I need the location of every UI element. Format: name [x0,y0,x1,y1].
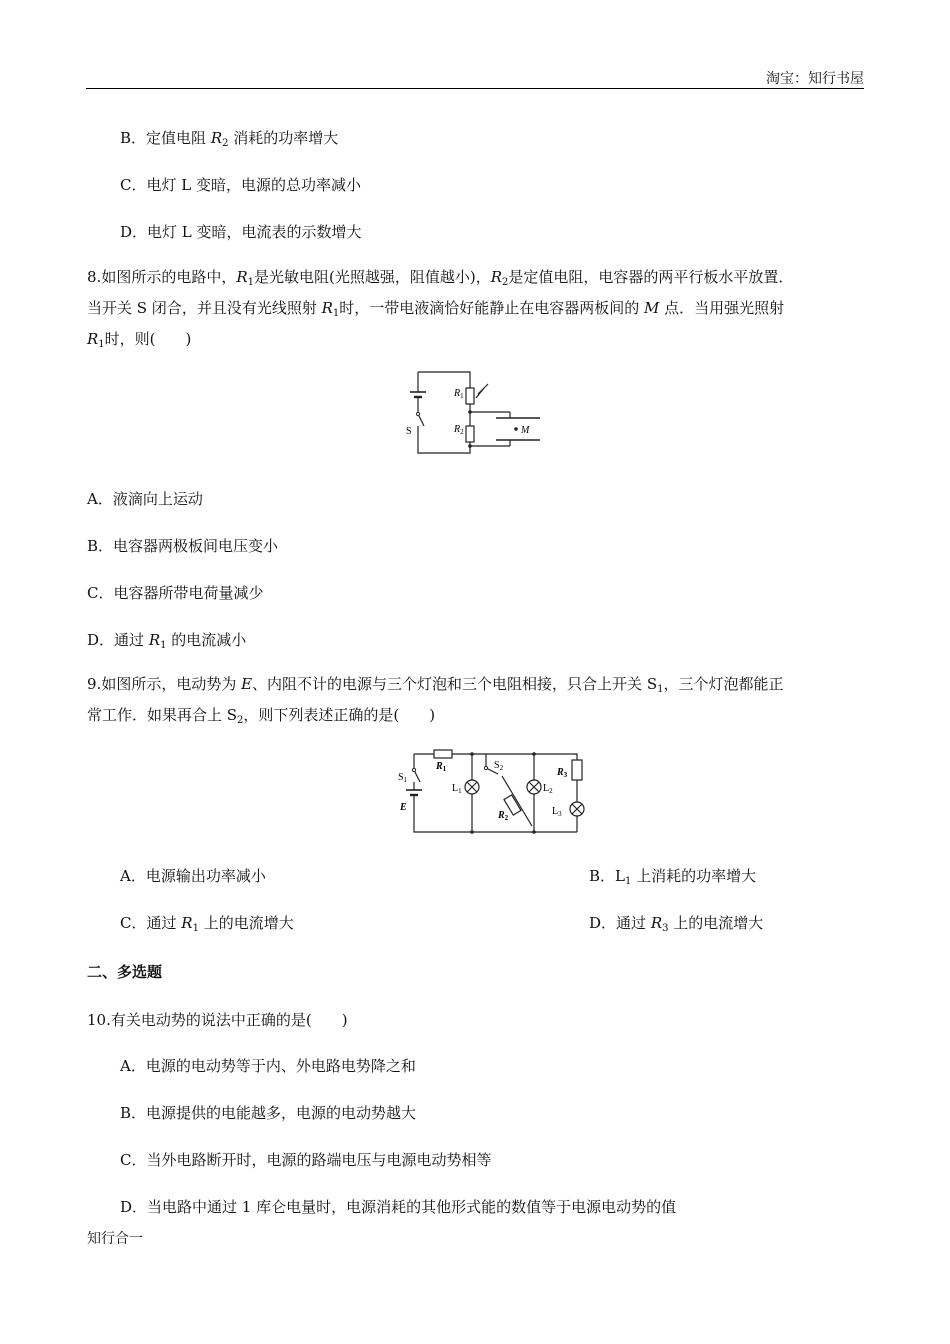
q10-option-c: C．当外电路断开时，电源的路端电压与电源电动势相等 [120,1151,492,1169]
q8-stem: 8.如图所示的电路中，$R_1$是光敏电阻(光照越强，阻值越小)，$R_2$是定值电阻，电容器的两平行板水平放置． 当开关 S 闭合，并且没有光线照射 $R_1$时，一带电液滴恰好能静止在电容器两板间的 M 点．当用强光照射 $R_1$时，则( ) [87,268,794,350]
q8-option-c: C．电容器所带电荷量减少 [87,584,264,602]
page-header: 淘宝：知行书屋 [766,71,864,87]
fig8-label-r2: $R_2$ [454,424,464,436]
fig8-label-m: M [521,425,530,436]
q8-option-b: B．电容器两极板间电压变小 [87,537,279,555]
q7-option-c: C．电灯 L 变暗，电源的总功率减小 [120,176,361,194]
header-rule [86,88,864,89]
fig9-label-r2: $R_2$ [498,810,509,822]
page-footer: 知行合一 [87,1231,143,1247]
q8-option-a: A．液滴向上运动 [87,490,203,508]
q7-option-d: D．电灯 L 变暗，电流表的示数增大 [120,223,362,241]
fig9-label-l1: $L_1$ [452,783,462,795]
section-title-multiple-choice: 二、多选题 [87,963,163,981]
q10-option-b: B．电源提供的电能越多，电源的电动势越大 [120,1104,417,1122]
droplet-point-m [514,427,518,431]
q9-stem: 9.如图所示，电动势为 E、内阻不计的电源与三个灯泡和三个电阻相接，只合上开关 $S_1$，三个灯泡都能正 常工作．如果再合上 $S_2$，则下列表述正确的是( ) [87,675,784,726]
fig9-label-l2: $L_2$ [543,783,553,795]
fig9-label-r3: $R_3$ [557,767,568,779]
fig8-label-s: S [406,426,412,437]
fig9-label-l3: $L_3$ [552,806,562,818]
q7-option-b: B．定值电阻 $R_2$ 消耗的功率增大 [120,129,339,149]
fig9-label-e: E [400,802,407,813]
q10-option-a: A．电源的电动势等于内、外电路电势降之和 [120,1057,416,1075]
q9-circuit-diagram [394,748,590,838]
q9-option-a: A．电源输出功率减小 [120,867,266,885]
q8-option-d: D．通过 $R_1$ 的电流减小 [87,631,247,651]
fig9-label-r1: $R_1$ [436,761,447,773]
q10-stem: 10.有关电动势的说法中正确的是( ) [87,1011,348,1029]
fig8-label-r1: $R_1$ [454,388,464,400]
q8-circuit-diagram [398,368,548,460]
q10-option-d: D．当电路中通过 1 库仑电量时，电源消耗的其他形式能的数值等于电源电动势的值 [120,1198,677,1216]
q9-option-b: B．$L_1$ 上消耗的功率增大 [589,867,757,887]
q9-option-d: D．通过 $R_3$ 上的电流增大 [589,914,764,934]
fig9-label-s1: $S_1$ [398,772,408,784]
q9-option-c: C．通过 $R_1$ 上的电流增大 [120,914,294,934]
fig9-label-s2: $S_2$ [494,760,504,772]
